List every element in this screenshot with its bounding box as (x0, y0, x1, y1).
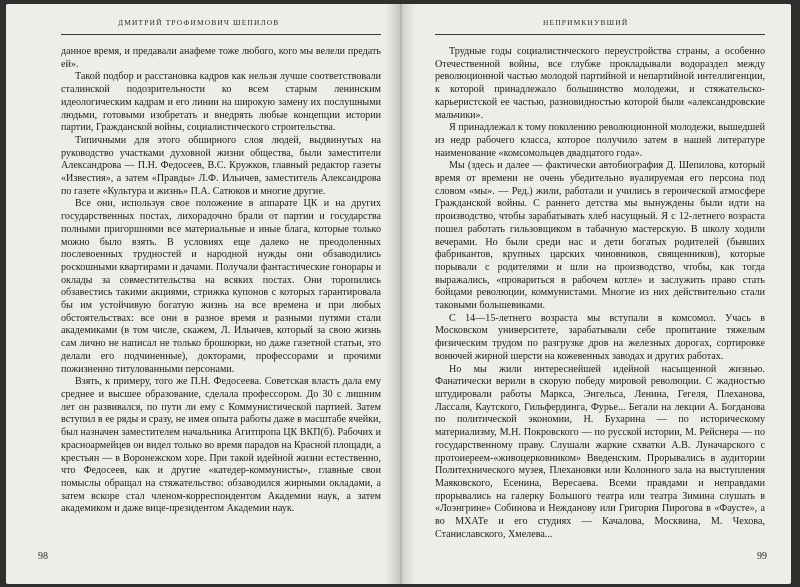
paragraph: Трудные годы социалистического переустройства страны, а особенно Отечественной войны, все глубже прокладывали водораздел между революционной частью молодой партийной и непартийной интеллигенции, к которой принадлежало большинство молодежи, и стяжательско-карьеристской ее частью, разновидностью которой были «александровские мальчики». (435, 46, 765, 121)
paragraph: Типичными для этого обширного слоя людей, выдвинутых на руководство участками духовной жизни общества, были заместители Александрова — П.Н. Федосеев, В.С. Кружков, главный редактор газеты «Известия», а затем «Правды» Л.Ф. Ильичев, заместитель Александрова по газете «Культура и жизнь» П.А. Сатюков и многие другие. (61, 134, 381, 197)
left-page (6, 4, 401, 584)
paragraph: данное время, и предавали анафеме тоже любого, кого мы велели предать ей». (61, 46, 381, 70)
left-page-body (61, 46, 381, 516)
paragraph: Взять, к примеру, того же П.Н. Федосеева. Советская власть дала ему среднее и высшее образование, сделала профессором. До 30 с лишним лет он развивался, по пути ли ему с Коммунистической партией. Затем вступил в ее ряды и сразу, не имея опыта работы даже в масштабе ячейки, был назначен заместителем начальника Агитпропа ЦК ВКП(б). Рабочих и красноармейцев он видел только во время парадов на Красной площади, а крестьян — в Воронежском хоре. При такой идейной жизни естественно, что Федосеев, как и другие «катедер-коммунисты», главные свои помыслы обращал на стяжательство: обзаводился жирными окладами, а затем вскоре стал членом-корреспондентом Академии наук, а затем академиком и даже вице-президентом Академии наук. (61, 376, 381, 515)
right-page (401, 4, 791, 584)
right-page-body (435, 46, 765, 541)
right-header-rule (435, 34, 765, 35)
right-page-number: 99 (757, 551, 767, 562)
left-header-rule (61, 34, 381, 35)
paragraph: Все они, используя свое положение в аппарате ЦК и на других государственных постах, лихорадочно брали от партии и государства полными пригоршнями все материальные и иные блага, которые только можно было взять. В условиях еще далеко не преодоленных послевоенных трудностей и народной нужды они обзаводились роскошными квартирами и дачами. Получали фантастические гонорары и оклады за совместительства на всяких постах. Они торопились обзавестись такими акциями, стрижка купонов с которых гарантировала бы им устойчивую богатую жизнь на все времена и при любых обстоятельствах: все они в разное время и разными путями стали академиками (в том числе, скажем, Л. Ильичев, который за свою жизнь сам лично не написал не только брошюрки, но даже газетной статьи, это делали его подчиненные), докторами, профессорами и прочими пожизненно титулованными персонами. (61, 198, 381, 375)
paragraph: Я принадлежал к тому поколению революционной молодежи, вышедшей из недр рабочего класса, которое получило затем в нашей литературе наименование «комсомольцев двадцатого года». (435, 122, 765, 159)
paragraph: Но мы жили интереснейшей идейной насыщенной жизнью. Фанатически верили в скорую победу мировой революции. С жадностью штудировали работы Маркса, Энгельса, Ленина, Гегеля, Плеханова, Лассаля, Каутского, Гильфердинга, Фурье... Бегали на лекции А. Богданова по политической экономии, Н. Бухарина — по историческому материализму, М.Н. Покровского — по русской истории, М. Рейснера — по государственному праву. Слушали жаркие схватки А.В. Луначарского с протоиереем-«живоцерковником» Введенским. Прорывались в аудитории Политехнического музея, Плехановки или Колонного зала на выступления Маяковского, Есенина, Вересаева. Всеми правдами и неправдами прорывались на галерку Большого театра или театра Зимина слушать в «Лоэнгрине» Собинова и Нежданову или Григория Пирогова в «Фаусте», а во МХАТе и его студиях — Качалова, Москвина, М. Чехова, Станиславского, Хмелева... (435, 363, 765, 540)
paragraph: С 14—15-летнего возраста мы вступали в комсомол. Учась в Московском университете, зарабатывали себе пропитание тяжелым физическим трудом по разгрузке дров на железных дорогах, сортировке вонючей жирной шерсти на кожевенных заводах и других работах. (435, 312, 765, 362)
paragraph: Такой подбор и расстановка кадров как нельзя лучше соответствовали сталинской подозрительности ко всем старым ленинским идеологическим кадрам и его линии на широкую замену их послушными людьми, готовыми изобретать и внедрять любые концепции истории партии, Гражданской войны, социалистического строительства. (61, 71, 381, 134)
left-running-head: ДМИТРИЙ ТРОФИМОВИЧ ШЕПИЛОВ (118, 18, 280, 27)
right-running-head: НЕПРИМКНУВШИЙ (543, 18, 629, 27)
paragraph: Мы (здесь и далее — фактически автобиография Д. Шепилова, который время от времени не очень убедительно вуалируемая его персона под словом «мы». — Ред.) жили, работали и учились в героической атмосфере Гражданской войны. С раннего детства мы вынуждены были идти на производство, чтобы зарабатывать хлеб насущный. Я с 12-летнего возраста пошел работать гильзовщиком в табачную мастерскую. В школу ходили вечерами. Но были среди нас и дети богатых родителей (бывших фабрикантов, крупных царских чиновников, священников), которые порывали с родителями и шли на производство, чтобы, как тогда выражались, «провариться в рабочем котле» и заслужить право стать бойцами революции, коммунистами. Многие из них действительно стали таковыми большевиками. (435, 160, 765, 312)
left-page-number: 98 (38, 551, 48, 562)
